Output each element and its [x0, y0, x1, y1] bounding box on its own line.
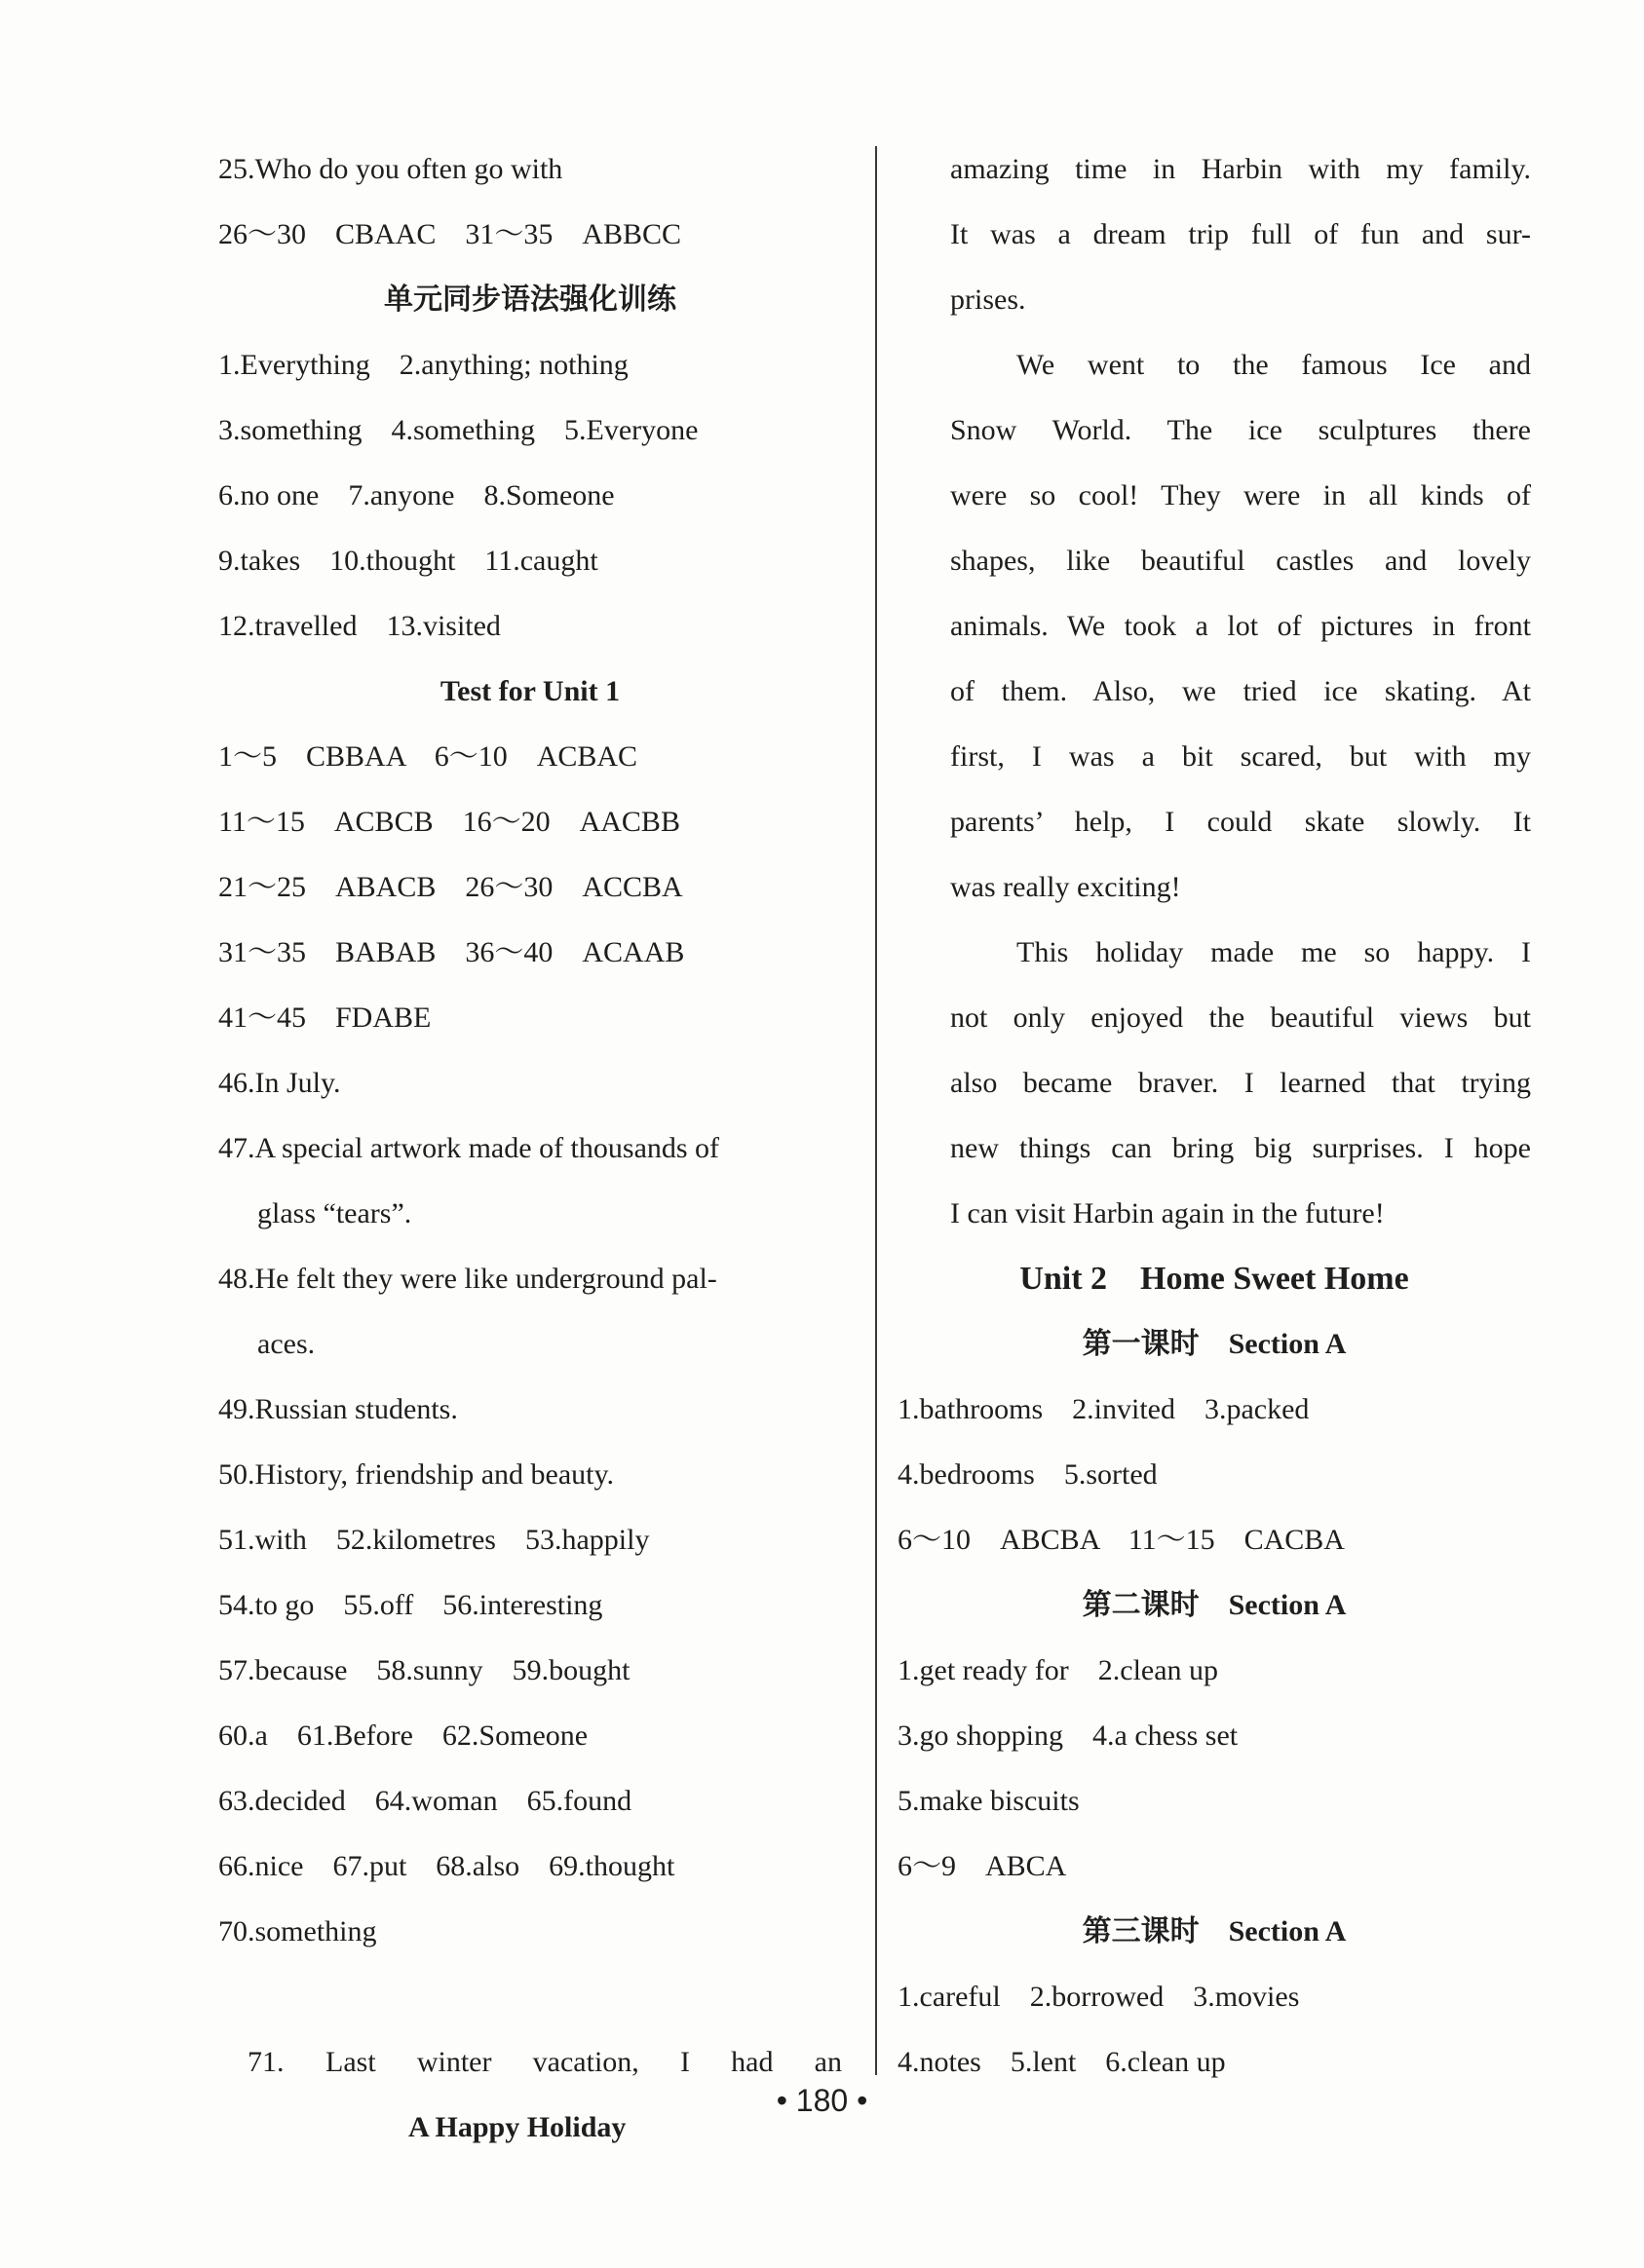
answer-line: 66.nice 67.put 68.also 69.thought — [218, 1850, 675, 1882]
essay-line: It was a dream trip full of fun and sur- — [950, 218, 1531, 250]
answer-line: 3.go shopping 4.a chess set — [898, 1720, 1239, 1752]
page-number: • 180 • — [776, 2083, 868, 2118]
answer-line: 6～9 ABCA — [898, 1850, 1067, 1882]
answer-line: 4.notes 5.lent 6.clean up — [898, 2046, 1226, 2078]
answer-line: 1.Everything 2.anything; nothing — [218, 349, 629, 381]
essay-line: was really exciting! — [950, 871, 1181, 903]
answer-line: 26～30 CBAAC 31～35 ABBCC — [218, 218, 682, 250]
answer-line: 49.Russian students. — [218, 1393, 458, 1425]
answer-line: 6～10 ABCBA 11～15 CACBA — [898, 1524, 1345, 1556]
answer-line: 12.travelled 13.visited — [218, 610, 501, 642]
answer-line: 11～15 ACBCB 16～20 AACBB — [218, 806, 680, 838]
answer-line: 1.careful 2.borrowed 3.movies — [898, 1981, 1300, 2013]
answer-line: 57.because 58.sunny 59.bought — [218, 1654, 631, 1686]
essay-line: shapes, like beautiful castles and lovely — [950, 545, 1531, 577]
essay-line: Last winter vacation, I had an — [325, 2046, 842, 2078]
essay-line: amazing time in Harbin with my family. — [950, 153, 1531, 185]
answer-line: 63.decided 64.woman 65.found — [218, 1785, 632, 1817]
answer-line: 4.bedrooms 5.sorted — [898, 1458, 1158, 1491]
essay-line: first, I was a bit scared, but with my — [950, 740, 1531, 773]
essay-line: parents’ help, I could skate slowly. It — [950, 806, 1531, 838]
answer-line: 1.bathrooms 2.invited 3.packed — [898, 1393, 1310, 1425]
lesson-heading: 第二课时 Section A — [1082, 1589, 1347, 1621]
essay-line: animals. We took a lot of pictures in front — [950, 610, 1531, 642]
answer-line: 25.Who do you often go with — [218, 153, 563, 185]
essay-line: were so cool! They were in all kinds of — [950, 479, 1531, 511]
answer-line: 5.make biscuits — [898, 1785, 1080, 1817]
answer-line: 9.takes 10.thought 11.caught — [218, 545, 598, 577]
answer-line: 54.to go 55.off 56.interesting — [218, 1589, 603, 1621]
essay-line: of them. Also, we tried ice skating. At — [950, 675, 1531, 707]
essay-line: We went to the famous Ice and — [1016, 349, 1531, 381]
essay-line: Snow World. The ice sculptures there — [950, 414, 1531, 446]
lesson-heading: 第一课时 Section A — [1082, 1328, 1347, 1360]
answer-line: 70.something — [218, 1915, 377, 1947]
answer-line: 41～45 FDABE — [218, 1002, 432, 1034]
essay-line: also became braver. I learned that trying — [950, 1067, 1531, 1099]
answer-line: 1～5 CBBAA 6～10 ACBAC — [218, 740, 638, 773]
answer-line: 48.He felt they were like underground pal- — [218, 1263, 717, 1295]
essay-line: prises. — [950, 284, 1026, 316]
answer-line: 47.A special artwork made of thousands of — [218, 1132, 720, 1164]
column-divider — [875, 146, 877, 2075]
answer-line: 3.something 4.something 5.Everyone — [218, 414, 699, 446]
lesson-heading: 第三课时 Section A — [1082, 1915, 1347, 1947]
answer-line: glass “tears”. — [257, 1197, 412, 1229]
section-heading: Test for Unit 1 — [440, 675, 621, 707]
answer-line: 31～35 BABAB 36～40 ACAAB — [218, 936, 685, 968]
answer-line: 46.In July. — [218, 1067, 341, 1099]
right-column — [898, 136, 1531, 2095]
answer-line: 1.get ready for 2.clean up — [898, 1654, 1219, 1686]
answer-line: 6.no one 7.anyone 8.Someone — [218, 479, 615, 511]
answer-line: 51.with 52.kilometres 53.happily — [218, 1524, 650, 1556]
essay-line: This holiday made me so happy. I — [1016, 936, 1531, 968]
section-heading: 单元同步语法强化训练 — [384, 283, 676, 317]
question-number: 71. — [248, 2046, 285, 2078]
answer-line: aces. — [257, 1328, 316, 1360]
answer-line: 21～25 ABACB 26～30 ACCBA — [218, 871, 683, 903]
essay-line: not only enjoyed the beautiful views but — [950, 1002, 1531, 1034]
answer-line: 50.History, friendship and beauty. — [218, 1458, 615, 1491]
essay-line: I can visit Harbin again in the future! — [950, 1197, 1385, 1229]
essay-line: new things can bring big surprises. I hope — [950, 1132, 1531, 1164]
answer-line: 60.a 61.Before 62.Someone — [218, 1720, 589, 1752]
unit-heading: Unit 2 Home Sweet Home — [1019, 1261, 1409, 1297]
essay-title: A Happy Holiday — [408, 2111, 627, 2143]
